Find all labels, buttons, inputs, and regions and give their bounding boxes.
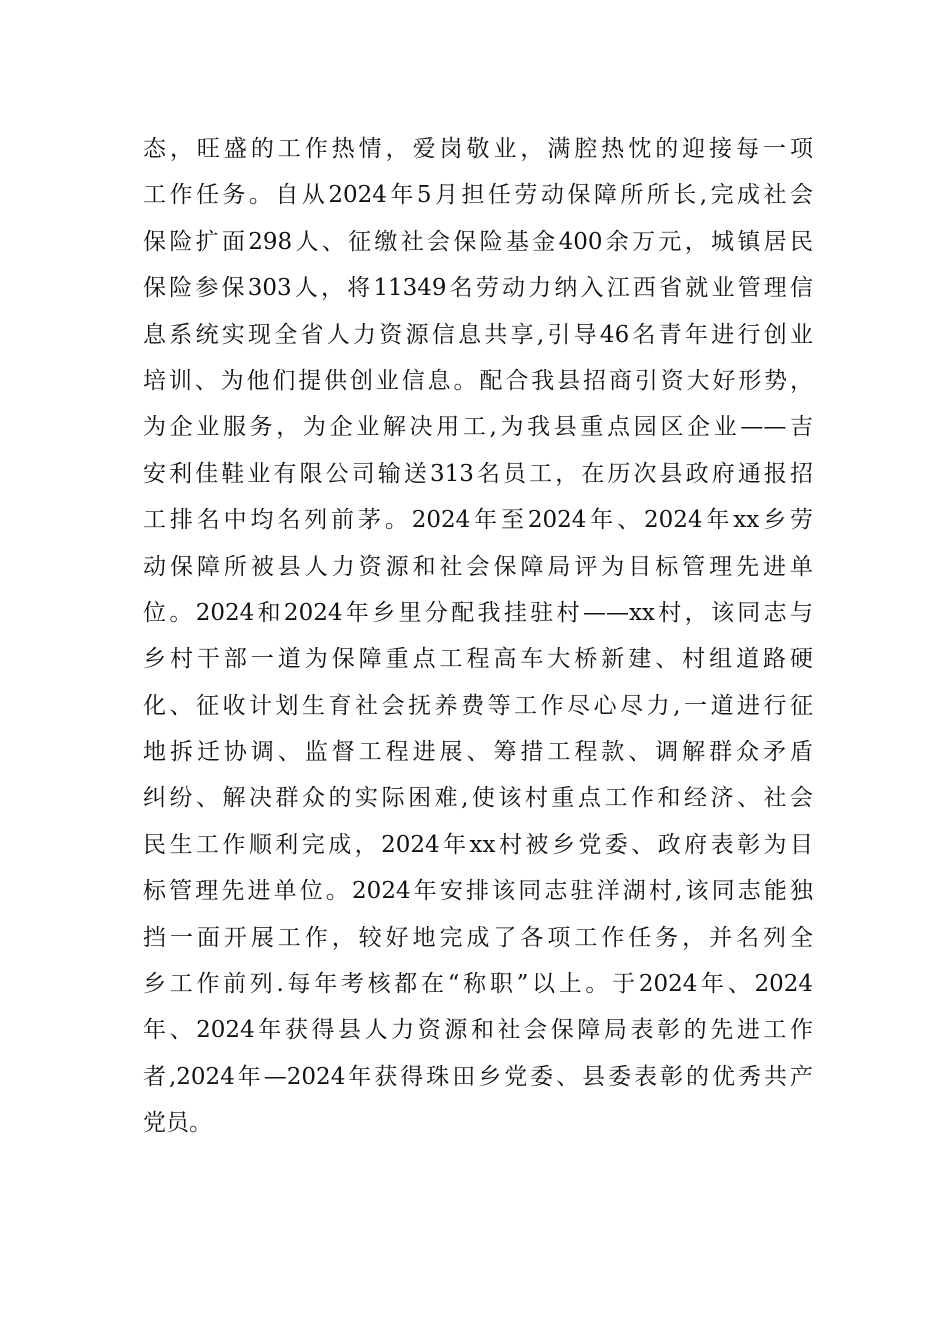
paragraph-line: 态，旺盛的工作热情，爱岗敬业，满腔热忱的迎接每一项 (143, 136, 813, 162)
paragraph-line: 保险参保303人，将11349名劳动力纳入江西省就业管理信 (143, 275, 813, 302)
paragraph-line: 民生工作顺利完成，2024年xx村被乡党委、政府表彰为目 (143, 831, 813, 858)
paragraph-line: 挡一面开展工作，较好地完成了各项工作任务，并名列全 (143, 924, 813, 951)
paragraph-line: 为企业服务，为企业解决用工,为我县重点园区企业——吉 (143, 414, 813, 441)
paragraph-line: 工排名中均名列前茅。2024年至2024年、2024年xx乡劳 (143, 507, 813, 534)
paragraph-line: 培训、为他们提供创业信息。配合我县招商引资大好形势， (143, 367, 813, 394)
paragraph-line: 地拆迁协调、监督工程进展、筹措工程款、调解群众矛盾 (143, 739, 813, 766)
paragraph-line: 乡工作前列.每年考核都在“称职”以上。于2024年、2024 (143, 971, 813, 998)
paragraph-line: 工作任务。自从2024年5月担任劳动保障所所长,完成社会 (143, 182, 813, 209)
paragraph-line: 安利佳鞋业有限公司输送313名员工，在历次县政府通报招 (143, 460, 813, 487)
paragraph-line: 化、征收计划生育社会抚养费等工作尽心尽力,一道进行征 (143, 692, 813, 719)
paragraph-line: 乡村干部一道为保障重点工程高车大桥新建、村组道路硬 (143, 646, 813, 673)
paragraph-line: 动保障所被县人力资源和社会保障局评为目标管理先进单 (143, 553, 813, 580)
paragraph-line: 保险扩面298人、征缴社会保险基金400余万元，城镇居民 (143, 228, 813, 255)
paragraph-line: 标管理先进单位。2024年安排该同志驻洋湖村,该同志能独 (143, 878, 813, 905)
paragraph-line: 纠纷、解决群众的实际困难,使该村重点工作和经济、社会 (143, 785, 813, 812)
paragraph-line: 息系统实现全省人力资源信息共享,引导46名青年进行创业 (143, 321, 813, 348)
paragraph-line: 党员。 (143, 1110, 212, 1137)
paragraph-line: 年、2024年获得县人力资源和社会保障局表彰的先进工作 (143, 1017, 813, 1044)
paragraph-line: 者,2024年—2024年获得珠田乡党委、县委表彰的优秀共产 (143, 1063, 813, 1090)
body-paragraph (143, 126, 813, 1147)
paragraph-line: 位。2024和2024年乡里分配我挂驻村——xx村，该同志与 (143, 599, 813, 626)
